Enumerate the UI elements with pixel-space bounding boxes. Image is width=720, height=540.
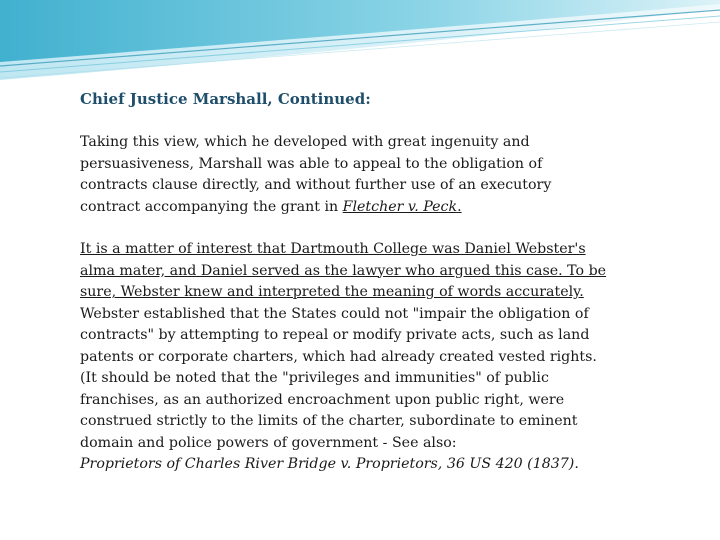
text-line: franchises, as an authorized encroachment upon public right, were [80,391,565,408]
case-name-fletcher-v-peck: Fletcher v. Peck [342,198,458,215]
text-segment: contract accompanying the grant in [80,198,343,215]
text-line: Webster established that the States could not "impair the obligation of [80,305,589,322]
sentence-end: . [457,198,462,215]
text-line: Taking this view, which he developed with great ingenuity and [80,134,530,150]
text-line: contracts clause directly, and without further use of an executory [80,177,552,193]
slide-title: Chief Justice Marshall, Continued: [80,90,371,108]
text-line: contracts" by attempting to repeal or modify private acts, such as land [80,327,590,343]
text-line [80,197,551,219]
text-line: patents or corporate charters, which had already created vested rights. [80,348,597,365]
paragraph-dartmouth-webster [80,239,606,476]
text-line: (It should be noted that the "privileges and immunities" of public [80,370,549,386]
text-line: domain and police powers of government - See also: [80,434,457,451]
underlined-line: alma mater, and Daniel served as the lawyer who argued this case. To be [80,262,607,279]
underlined-line: sure, Webster knew and interpreted the meaning of words accurately. [80,284,584,300]
underlined-line: It is a matter of interest that Dartmouth College was Daniel Webster's [80,241,586,257]
header-wave-decoration [0,0,720,90]
paragraph-marshall-view [80,132,551,218]
text-line: construed strictly to the limits of the charter, subordinate to eminent [80,413,578,429]
text-line: persuasiveness, Marshall was able to appeal to the obligation of [80,155,543,172]
citation-charles-river-bridge: Proprietors of Charles River Bridge v. Proprietors, 36 US 420 (1837). [80,456,579,472]
